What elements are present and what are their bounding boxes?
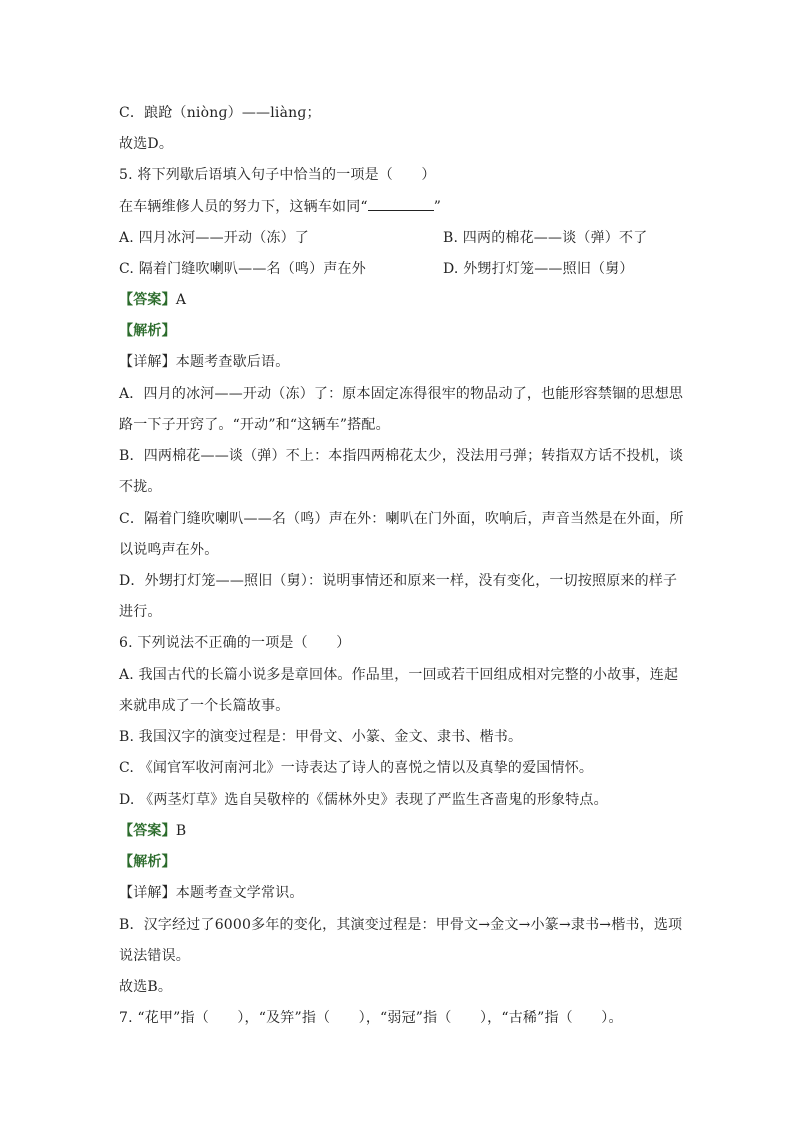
text-line: 以说鸣声在外。 xyxy=(119,542,219,558)
analysis-label: 【解析】 xyxy=(119,854,176,870)
question-7-stem: 7. “花甲”指（ ），“及笄”指（ ），“弱冠”指（ ），“古稀”指（ ）。 xyxy=(119,1010,623,1026)
text-line: 路一下子开窍了。“开动”和“这辆车”搭配。 xyxy=(119,417,390,433)
option-c: C. 隔着门缝吹喇叭——名（鸣）声在外 xyxy=(119,261,366,277)
text-line: 不拢。 xyxy=(119,479,162,495)
answer-value: A xyxy=(175,292,187,308)
question-5-options-row-2 xyxy=(119,260,679,278)
text-line: C．踉跄（niònɡ）——liànɡ； xyxy=(119,105,321,121)
answer-blank xyxy=(368,197,434,211)
text-line: 说法错误。 xyxy=(119,948,190,964)
detail-line: 【详解】本题考查文学常识。 xyxy=(119,885,304,901)
answer-label: 【答案】 xyxy=(119,292,176,308)
text-line: B．汉字经过了6000多年的变化，其演变过程是：甲骨文→金文→小篆→隶书→楷书，选项 xyxy=(119,917,683,933)
option-c: C. 《闻官军收河南河北》一诗表达了诗人的喜悦之情以及真挚的爱国情怀。 xyxy=(119,760,594,776)
question-5-sentence xyxy=(119,197,441,216)
question-5-options-row-1 xyxy=(119,229,679,247)
question-6-stem: 6. 下列说法不正确的一项是（ ） xyxy=(119,635,351,651)
text-line: B．四两棉花——谈（弹）不上：本指四两棉花太少，没法用弓弹；转指双方话不投机，谈 xyxy=(119,448,684,464)
text-line: 进行。 xyxy=(119,604,162,620)
option-b: B. 四两的棉花——谈（弹）不了 xyxy=(443,230,648,246)
sentence-quote-end: ” xyxy=(433,199,442,215)
answer-label: 【答案】 xyxy=(119,823,176,839)
text-line: 故选B。 xyxy=(119,979,173,995)
question-5-stem: 5. 将下列歇后语填入句子中恰当的一项是（ ） xyxy=(119,167,436,183)
text-line: A．四月的冰河——开动（冻）了：原本固定冻得很牢的物品动了，也能形容禁锢的思想思 xyxy=(119,386,684,402)
detail-line: 【详解】本题考查歇后语。 xyxy=(119,354,290,370)
option-a-cont: 来就串成了一个长篇故事。 xyxy=(119,698,290,714)
text-line: D．外甥打灯笼——照旧（舅）：说明事情还和原来一样，没有变化，一切按照原来的样子 xyxy=(119,573,678,589)
option-a: A. 四月冰河——开动（冻）了 xyxy=(119,230,310,246)
answer-line xyxy=(119,291,186,309)
option-d: D. 外甥打灯笼——照旧（舅） xyxy=(443,261,634,277)
answer-line xyxy=(119,822,186,840)
option-b: B. 我国汉字的演变过程是：甲骨文、小篆、金文、隶书、楷书。 xyxy=(119,729,523,745)
option-d: D. 《两茎灯草》选自吴敬梓的《儒林外史》表现了严监生吝啬鬼的形象特点。 xyxy=(119,792,608,808)
answer-value: B xyxy=(175,823,187,839)
text-line: C．隔着门缝吹喇叭——名（鸣）声在外：喇叭在门外面，吹响后，声音当然是在外面，所 xyxy=(119,511,684,527)
option-a: A. 我国古代的长篇小说多是章回体。作品里，一回或若干回组成相对完整的小故事，连起 xyxy=(119,667,679,683)
analysis-label: 【解析】 xyxy=(119,323,176,339)
text-line: 故选D。 xyxy=(119,136,174,152)
sentence-text: 在车辆维修人员的努力下，这辆车如同“ xyxy=(119,199,368,215)
